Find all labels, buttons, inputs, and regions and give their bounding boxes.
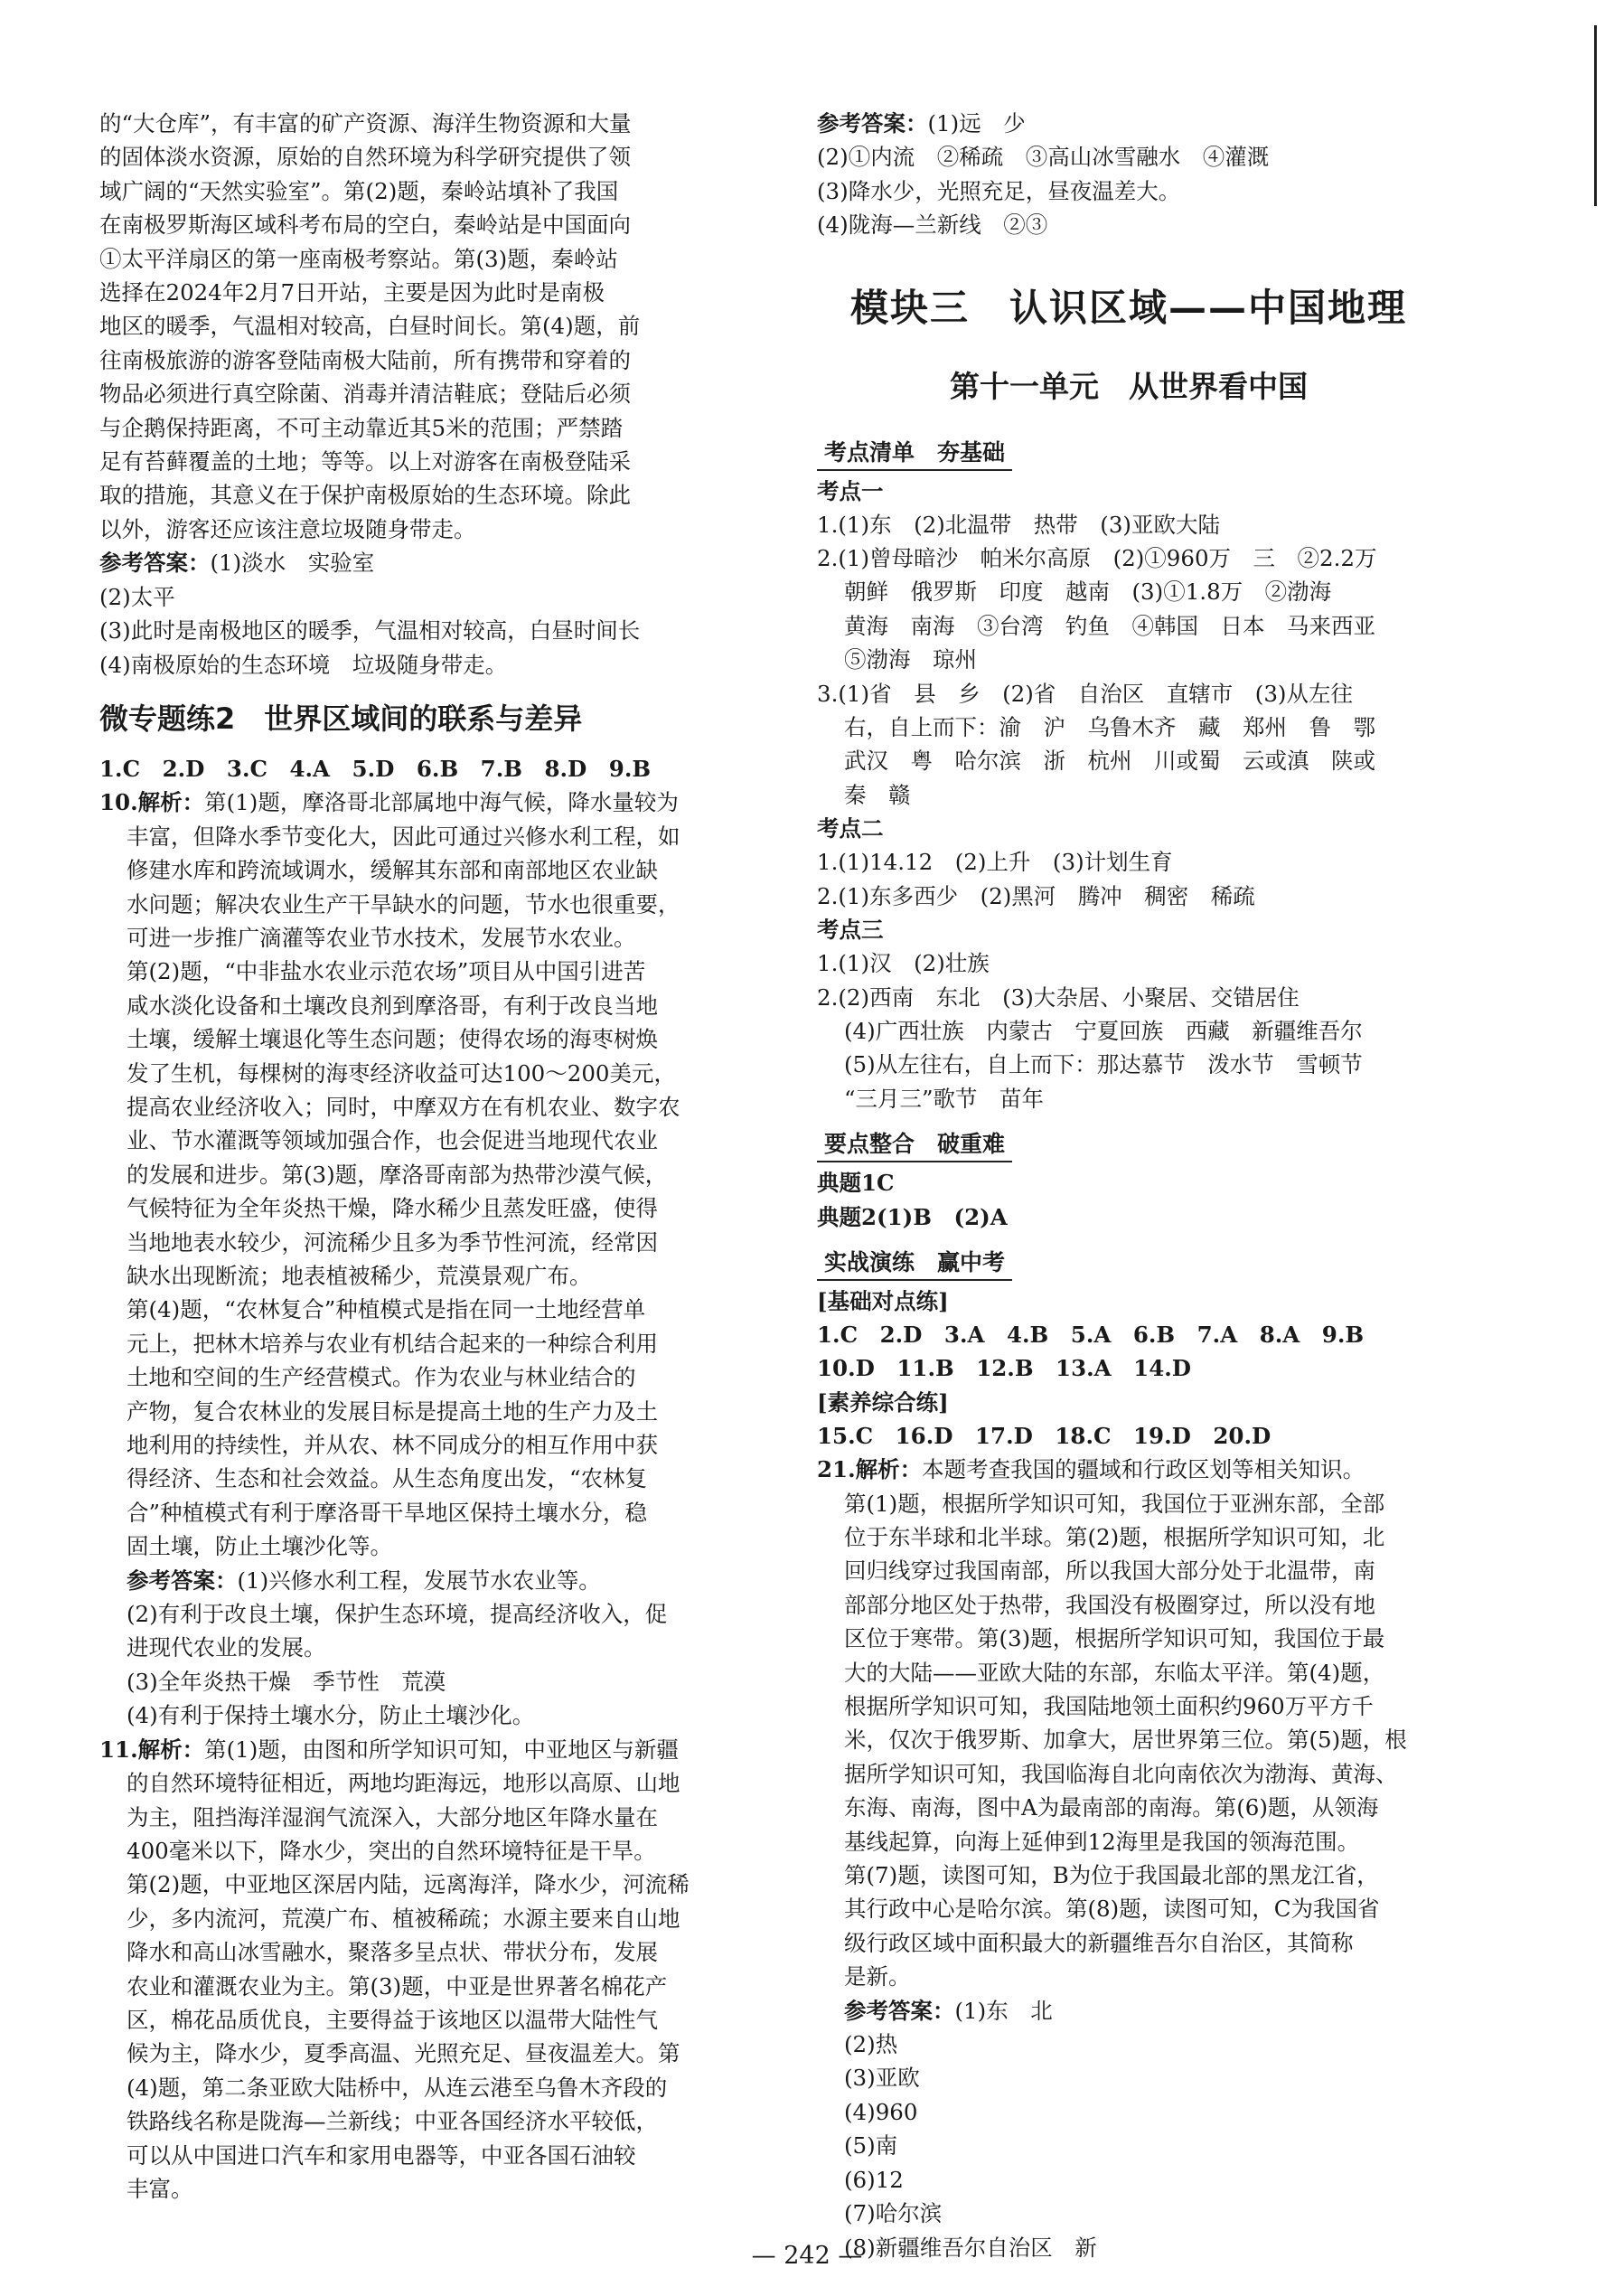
text-line: ①太平洋扇区的第一座南极考察站。第(3)题，秦岭站 <box>99 245 618 272</box>
text-line: 的发展和进步。第(3)题，摩洛哥南部为热带沙漠气候， <box>127 1161 668 1188</box>
text-line: 部部分地区处于热带，我国没有极圈穿过，所以没有地 <box>844 1591 1375 1618</box>
answer-line: (1)远 少 <box>927 110 1026 136</box>
answer-line: (5)南 <box>844 2132 898 2160</box>
question-11 <box>99 1733 707 2207</box>
question-10 <box>99 786 707 1563</box>
text-line: 地区的暖季，气温相对较高，白昼时间长。第(4)题，前 <box>99 313 641 340</box>
text-line: 武汉 粤 哈尔滨 浙 杭州 川或蜀 云或滇 陕或 <box>844 748 1375 775</box>
text-line: 3.(1)省 县 乡 (2)省 自治区 直辖市 (3)从左往 <box>817 680 1353 707</box>
text-line: 与企鹅保持距离，不可主动靠近其5米的范围；严禁踏 <box>99 414 624 441</box>
page-edge-line <box>1594 25 1597 206</box>
answer-label: 参考答案： <box>99 550 211 577</box>
answer-line: (4)陇海—兰新线 ②③ <box>817 212 1048 239</box>
answer-line: (2)热 <box>844 2031 898 2058</box>
question-label: 21.解析： <box>817 1456 923 1483</box>
answer-block-11 <box>817 107 1440 242</box>
text-line: 当地地表水较少，河流稀少且多为季节性河流，经常因 <box>127 1228 658 1256</box>
text-line: 地利用的持续性，并从农、林不同成分的相互作用中获 <box>127 1432 658 1459</box>
text-line: 产物，复合农林业的发展目标是提高土地的生产力及土 <box>127 1397 658 1425</box>
text-line: 选择在2024年2月7日开站，主要是因为此时是南极 <box>99 279 605 306</box>
question-label: 11.解析： <box>99 1736 205 1763</box>
text-line: 以外，游客还应该注意垃圾随身带走。 <box>99 515 476 542</box>
mc-answers: 1.C 2.D 3.C 4.A 5.D 6.B 7.B 8.D 9.B <box>99 755 652 782</box>
text-line: 得经济、生态和社会效益。从生态角度出发，“农林复 <box>127 1465 648 1492</box>
text-line: 回归线穿过我国南部，所以我国大部分处于北温带，南 <box>844 1557 1375 1585</box>
text-line: 域广阔的“天然实验室”。第(2)题，秦岭站填补了我国 <box>99 177 619 204</box>
text-line: 为主，阻挡海洋湿润气流深入，大部分地区年降水量在 <box>127 1803 658 1830</box>
text-line: (4)题，第二条亚欧大陆桥中，从连云港至乌鲁木齐段的 <box>127 2074 668 2101</box>
text-line: 业、节水灌溉等领域加强合作，也会促进当地现代农业 <box>127 1127 658 1154</box>
text-line: 铁路线名称是陇海—兰新线；中亚各国经济水平较低， <box>127 2108 658 2135</box>
text-line: 位于东半球和北半球。第(2)题，根据所学知识可知，北 <box>844 1523 1385 1550</box>
text-line: 1.(1)14.12 (2)上升 (3)计划生育 <box>817 849 1173 876</box>
text-line: 候为主，降水少，夏季高温、光照充足、昼夜温差大。第 <box>127 2040 680 2067</box>
text-line: 第(4)题，“农林复合”种植模式是指在同一土地经营单 <box>127 1296 646 1323</box>
text-line: 米，仅次于俄罗斯、加拿大，居世界第三位。第(5)题，根 <box>844 1727 1407 1754</box>
answer-line: (7)哈尔滨 <box>844 2200 943 2227</box>
text-line: 提高农业经济收入；同时，中摩双方在有机农业、数字农 <box>127 1093 680 1120</box>
text-line: 气候特征为全年炎热干燥，降水稀少且蒸发旺盛，使得 <box>127 1195 658 1222</box>
text-line: 往南极旅游的游客登陆南极大陆前，所有携带和穿着的 <box>99 346 631 373</box>
answer-line: (3)降水少，光照充足，昼夜温差大。 <box>817 177 1181 204</box>
text-line: 可进一步推广滴灌等农业节水技术，发展节水农业。 <box>127 924 636 951</box>
text-line: “三月三”歌节 苗年 <box>844 1085 1045 1112</box>
text-line: 秦 赣 <box>844 781 911 808</box>
answer-label: 参考答案： <box>817 110 928 136</box>
text-line: 其行政中心是哈尔滨。第(8)题，读图可知，C为我国省 <box>844 1896 1380 1923</box>
text-line: 发了生机，每棵树的海枣经济收益可达100～200美元， <box>127 1059 677 1087</box>
text-line: 少，多内流河，荒漠广布、植被稀疏；水源主要来自山地 <box>127 1905 680 1932</box>
basic-answers-line: 1.C 2.D 3.A 4.B 5.A 6.B 7.A 8.A 9.B <box>817 1321 1365 1348</box>
text-line: 东海、南海，图中A为最南部的南海。第(6)题，从领海 <box>844 1794 1379 1821</box>
text-line: 降水和高山冰雪融水，聚落多呈点状、带状分布，发展 <box>127 1939 658 1966</box>
answer-line: (8)新疆维吾尔自治区 新 <box>844 2234 1097 2261</box>
answer-line: (2)①内流 ②稀疏 ③高山冰雪融水 ④灌溉 <box>817 144 1270 171</box>
answer-line: (4)南极原始的生态环境 垃圾随身带走。 <box>99 651 508 678</box>
answer-block-10 <box>99 1564 707 1733</box>
text-line: 修建水库和跨流域调水，缓解其东部和南部地区农业缺 <box>127 857 658 884</box>
text-line: 级行政区域中面积最大的新疆维吾尔自治区，其简称 <box>844 1929 1354 1956</box>
answer-line: (2)有利于改良土壤，保护生态环境，提高经济收入，促 <box>127 1601 668 1628</box>
text-line: 土壤，缓解土壤退化等生态问题；使得农场的海枣树焕 <box>127 1026 658 1053</box>
text-line: 土地和空间的生产经营模式。作为农业与林业结合的 <box>127 1364 636 1391</box>
text-line: 水问题；解决农业生产干旱缺水的问题，节水也很重要， <box>127 890 680 917</box>
text-line: 第(1)题，摩洛哥北部属地中海气候，降水量较为 <box>204 789 679 816</box>
text-line: 的“大仓库”，有丰富的矿产资源、海洋生物资源和大量 <box>99 110 632 136</box>
text-line: 的自然环境特征相近，两地均距海远，地形以高原、山地 <box>127 1770 680 1797</box>
text-line: 的固体淡水资源，原始的自然环境为科学研究提供了领 <box>99 144 631 171</box>
answer-line: (2)太平 <box>99 583 175 610</box>
text-line: 据所学知识可知，我国临海自北向南依次为渤海、黄海、 <box>844 1760 1398 1787</box>
text-line: 固土壤，防止土壤沙化等。 <box>127 1533 392 1560</box>
text-line: 合”种植模式有利于摩洛哥干旱地区保持土壤水分，稳 <box>127 1499 648 1526</box>
question-label: 10.解析： <box>99 789 205 816</box>
text-line: 农业和灌溉农业为主。第(3)题，中亚是世界著名棉花产 <box>127 1972 668 2000</box>
page-number: — 242 — <box>751 2242 863 2270</box>
text-line: 在南极罗斯海区域科考布局的空白，秦岭站是中国面向 <box>99 212 631 239</box>
section-tag-checklist: 考点清单 夯基础 <box>817 433 1012 471</box>
text-line: 取的措施，其意义在于保护南极原始的生态环境。除此 <box>99 482 631 509</box>
answer-label: 参考答案： <box>127 1567 238 1594</box>
left-column <box>99 107 707 2206</box>
answer-line: (1)东 北 <box>954 1997 1053 2024</box>
answer-block-1 <box>99 546 707 682</box>
basic-practice-label: [基础对点练] <box>817 1287 949 1314</box>
answer-line: (3)此时是南极地区的暖季，气温相对较高，白昼时间长 <box>99 617 641 645</box>
kaodian-1-heading: 考点一 <box>817 477 884 504</box>
answer-line: (4)960 <box>844 2098 918 2125</box>
module-title: 模块三 认识区域——中国地理 <box>849 285 1407 330</box>
answer-line: (1)淡水 实验室 <box>210 550 375 577</box>
text-line: 是新。 <box>844 1963 911 1990</box>
answer-block-21 <box>817 1994 1440 2264</box>
text-line: 400毫米以下，降水少，突出的自然环境特征是干旱。 <box>127 1837 656 1864</box>
text-line: 朝鲜 俄罗斯 印度 越南 (3)①1.8万 ②渤海 <box>844 579 1332 606</box>
comprehensive-answers-line: 15.C 16.D 17.D 18.C 19.D 20.D <box>817 1422 1271 1449</box>
answer-line: (4)有利于保持土壤水分，防止土壤沙化。 <box>127 1702 535 1729</box>
answer-line: (1)兴修水利工程，发展节水农业等。 <box>237 1567 601 1594</box>
text-line: 区位于寒带。第(3)题，根据所学知识可知，我国位于最 <box>844 1625 1385 1652</box>
section-tag-practice: 实战演练 赢中考 <box>817 1243 1012 1281</box>
answer-label: 参考答案： <box>844 1997 955 2024</box>
text-line: (4)广西壮族 内蒙古 宁夏回族 西藏 新疆维吾尔 <box>844 1017 1363 1044</box>
right-column <box>817 107 1440 2264</box>
answer-line: 进现代农业的发展。 <box>127 1634 326 1661</box>
comprehensive-practice-label: [素养综合练] <box>817 1388 949 1416</box>
text-line: 可以从中国进口汽车和家用电器等，中亚各国石油较 <box>127 2141 636 2169</box>
text-line: 咸水淡化设备和土壤改良剂到摩洛哥，有利于改良当地 <box>127 992 658 1019</box>
text-line: 丰富，但降水季节变化大，因此可通过兴修水利工程，如 <box>127 823 680 850</box>
text-line: 第(2)题，中亚地区深居内陆，远离海洋，降水少，河流稀 <box>127 1871 690 1898</box>
text-line: 足有苔藓覆盖的土地；等等。以上对游客在南极登陆采 <box>99 448 631 475</box>
text-line: 2.(2)西南 东北 (3)大杂居、小聚居、交错居住 <box>817 983 1300 1011</box>
answer-line: (3)全年炎热干燥 季节性 荒漠 <box>127 1668 446 1695</box>
text-line: 基线起算，向海上延伸到12海里是我国的领海范围。 <box>844 1828 1360 1855</box>
text-line: 缺水出现断流；地表植被稀少，荒漠景观广布。 <box>127 1263 592 1289</box>
typical-question-2: 典题2(1)B (2)A <box>817 1203 1008 1230</box>
text-line: 区，棉花品质优良，主要得益于该地区以温带大陆性气 <box>127 2006 658 2033</box>
section-title: 微专题练2 世界区域间的联系与差异 <box>99 701 583 736</box>
text-line: 2.(1)东多西少 (2)黑河 腾冲 稠密 稀疏 <box>817 882 1255 909</box>
text-line: 物品必须进行真空除菌、消毒并清洁鞋底；登陆后必须 <box>99 381 631 408</box>
answer-line: (3)亚欧 <box>844 2065 920 2092</box>
question-21 <box>817 1453 1440 1994</box>
text-line: ⑤渤海 琼州 <box>844 646 977 673</box>
kaodian-3-heading: 考点三 <box>817 917 884 944</box>
answer-line: (6)12 <box>844 2166 904 2193</box>
basic-answers-line: 10.D 11.B 12.B 13.A 14.D <box>817 1355 1192 1382</box>
text-line: (5)从左往右，自上而下：那达慕节 泼水节 雪顿节 <box>844 1051 1363 1078</box>
text-line: 丰富。 <box>127 2175 193 2202</box>
typical-question-1: 典题1C <box>817 1170 895 1197</box>
kaodian-2-heading: 考点二 <box>817 815 884 842</box>
text-line: 元上，把林木培养与农业有机结合起来的一种综合利用 <box>127 1330 658 1357</box>
text-line: 第(2)题，“中非盐水农业示范农场”项目从中国引进苦 <box>127 958 646 985</box>
text-line: 第(1)题，根据所学知识可知，我国位于亚洲东部，全部 <box>844 1490 1385 1517</box>
text-line: 右，自上而下：渝 沪 乌鲁木齐 藏 郑州 鲁 鄂 <box>844 714 1375 741</box>
explanation-antarctic <box>99 107 707 546</box>
text-line: 根据所学知识可知，我国陆地领土面积约960万平方千 <box>844 1693 1374 1719</box>
unit-title: 第十一单元 从世界看中国 <box>950 368 1308 404</box>
text-line: 本题考查我国的疆域和行政区划等相关知识。 <box>922 1456 1365 1483</box>
text-line: 2.(1)曾母暗沙 帕米尔高原 (2)①960万 三 ②2.2万 <box>817 545 1377 572</box>
text-line: 第(1)题，由图和所学知识可知，中亚地区与新疆 <box>204 1736 679 1763</box>
section-tag-key-points: 要点整合 破重难 <box>817 1124 1012 1162</box>
text-line: 大的大陆——亚欧大陆的东部，东临太平洋。第(4)题， <box>844 1659 1385 1686</box>
text-line: 1.(1)东 (2)北温带 热带 (3)亚欧大陆 <box>817 511 1220 538</box>
text-line: 1.(1)汉 (2)壮族 <box>817 950 990 977</box>
text-line: 第(7)题，读图可知，B为位于我国最北部的黑龙江省， <box>844 1862 1379 1889</box>
text-line: 黄海 南海 ③台湾 钓鱼 ④韩国 日本 马来西亚 <box>844 612 1375 639</box>
